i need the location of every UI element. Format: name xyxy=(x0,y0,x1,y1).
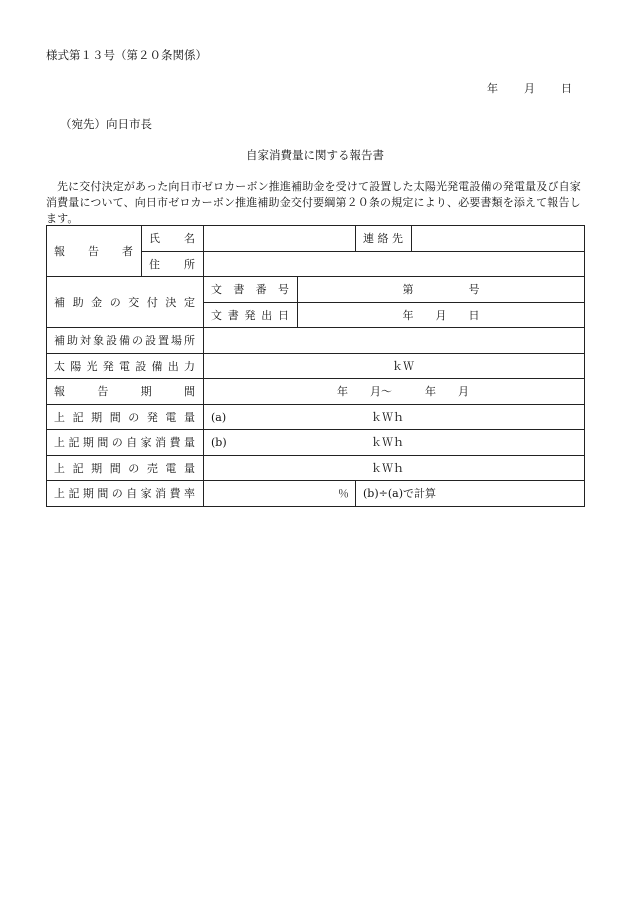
date-year-label: 年 xyxy=(487,82,498,95)
name-label: 氏 名 xyxy=(142,226,204,252)
table-row xyxy=(47,226,585,252)
addressee: （宛先）向日市長 xyxy=(60,117,152,131)
sold-unit: ｋＷｈ xyxy=(371,461,404,475)
solar-output-label: 太陽光発電設備出力 xyxy=(47,353,204,379)
install-location-label: 補助対象設備の設置場所 xyxy=(47,328,204,354)
generation-marker: (a) xyxy=(211,410,227,424)
self-rate-label: 上記期間の自家消費率 xyxy=(47,481,204,507)
self-consumption-field[interactable] xyxy=(204,430,585,456)
doc-number-field[interactable]: 第 号 xyxy=(298,277,585,303)
install-location-field[interactable] xyxy=(204,328,585,354)
sold-label: 上記期間の売電量 xyxy=(47,455,204,481)
self-rate-field[interactable] xyxy=(204,481,356,507)
form-number: 様式第１３号（第２０条関係） xyxy=(46,48,207,62)
generation-label: 上記期間の発電量 xyxy=(47,404,204,430)
reporter-label: 報 告 者 xyxy=(47,226,142,277)
table-row xyxy=(47,430,585,456)
table-row xyxy=(47,379,585,405)
contact-field[interactable] xyxy=(412,226,585,252)
generation-unit: ｋＷｈ xyxy=(371,410,404,424)
table-row xyxy=(47,481,585,507)
self-rate-formula: (b)÷(a)で計算 xyxy=(356,481,585,507)
doc-date-field[interactable]: 年 月 日 xyxy=(298,302,585,328)
report-period-field[interactable]: 年 月～ 年 月 xyxy=(204,379,585,405)
generation-field[interactable] xyxy=(204,404,585,430)
table-row xyxy=(47,328,585,354)
self-consumption-unit: ｋＷｈ xyxy=(371,436,404,450)
report-period-label: 報告期間 xyxy=(47,379,204,405)
address-field[interactable] xyxy=(204,251,585,277)
self-consumption-label: 上記期間の自家消費量 xyxy=(47,430,204,456)
self-consumption-marker: (b) xyxy=(211,436,227,450)
date-day-label: 日 xyxy=(561,82,572,95)
solar-output-unit: ｋＷ xyxy=(392,359,414,373)
document-title: 自家消費量に関する報告書 xyxy=(246,148,384,162)
report-table xyxy=(46,225,585,507)
contact-label: 連絡先 xyxy=(356,226,412,252)
table-row xyxy=(47,404,585,430)
doc-number-label: 文書番号 xyxy=(204,277,298,303)
sold-field[interactable] xyxy=(204,455,585,481)
date-month-label: 月 xyxy=(524,82,535,95)
subsidy-decision-label: 補助金の交付決定 xyxy=(47,277,204,328)
table-row xyxy=(47,353,585,379)
solar-output-field[interactable] xyxy=(204,353,585,379)
doc-date-label: 文書発出日 xyxy=(204,302,298,328)
self-rate-unit: ％ xyxy=(338,487,349,501)
table-row xyxy=(47,277,585,303)
table-row xyxy=(47,455,585,481)
date-line xyxy=(487,80,572,96)
address-label: 住 所 xyxy=(142,251,204,277)
name-field[interactable] xyxy=(204,226,356,252)
intro-paragraph: 先に交付決定があった向日市ゼロカーボン推進補助金を受けて設置した太陽光発電設備の発電量及び自家消費量について、向日市ゼロカーボン推進補助金交付要綱第２０条の規定により、必要書類を添えて報告します。 xyxy=(46,180,581,225)
